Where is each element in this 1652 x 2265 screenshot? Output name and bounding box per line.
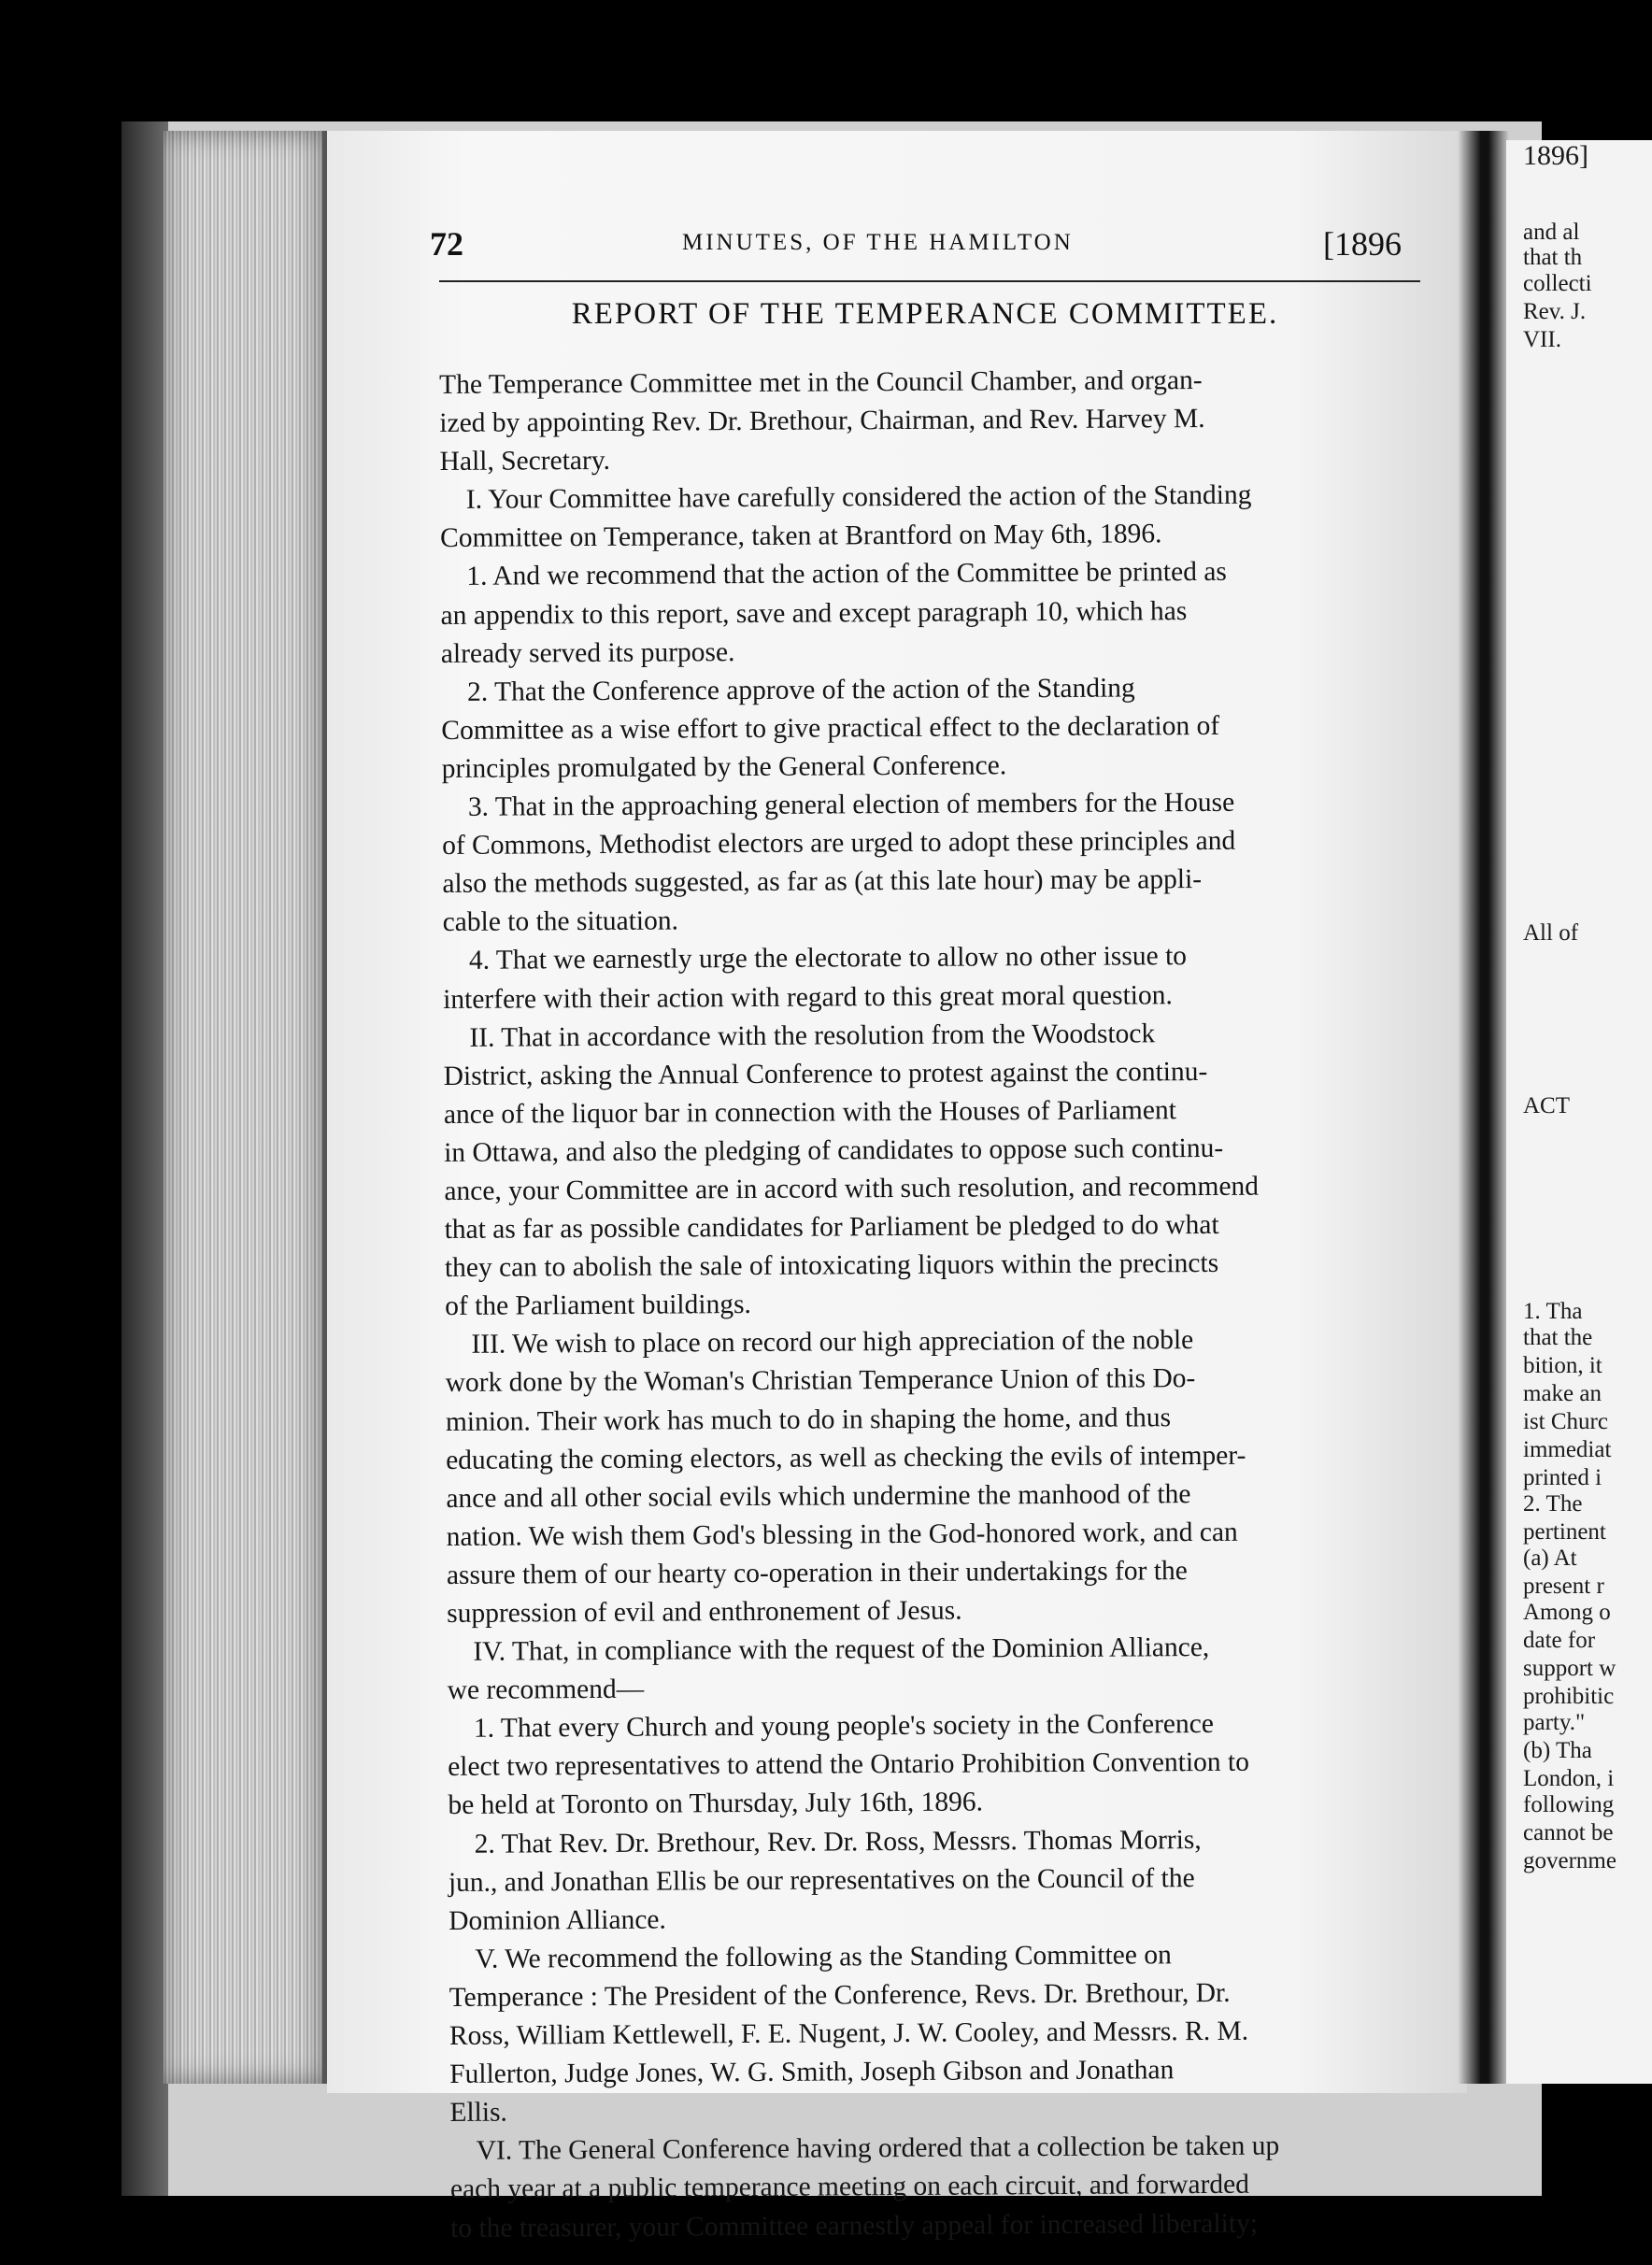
text-line: The Temperance Committee met in the Council Chamber, and organ- [439,365,1203,400]
text-line: to the treasurer, your Committee earnestly appeal for increased liberality; [450,2208,1259,2244]
text-line: 1. That every Church and young people's society in the Conference [473,1709,1215,1745]
text-line: assure them of our hearty co-operation in their undertakings for the [446,1556,1188,1590]
text-line: 3. That in the approaching general election of members for the House [467,787,1235,822]
text-line: III. We wish to place on record our high appreciation of the noble [471,1325,1194,1360]
running-year: [1896 [1323,225,1402,263]
facing-page-line: Rev. J. [1523,299,1587,324]
facing-page-line: All of [1523,920,1579,946]
text-line: jun., and Jonathan Ellis be our representatives on the Council of the [448,1862,1195,1898]
text-line: Committee on Temperance, taken at Brantford on May 6th, 1896. [440,519,1162,554]
text-line: ance, your Committee are in accord with such resolution, and recommend [444,1171,1260,1206]
text-line: Hall, Secretary. [439,446,611,477]
facing-page-line: make an [1523,1381,1602,1406]
running-head [430,224,1420,271]
text-line: I. Your Committee have carefully considered the action of the Standing [465,479,1252,516]
facing-page [1506,140,1652,2084]
text-line: in Ottawa, and also the pledging of candidates to oppose such continu- [444,1132,1224,1168]
facing-page-line: party." [1523,1710,1586,1735]
text-line: VI. The General Conference having ordered that a collection be taken up [476,2130,1280,2167]
facing-page-line: 1896] [1523,140,1588,171]
text-line: also the methods suggested, as far as (at this late hour) may be appli- [442,864,1203,900]
text-line: an appendix to this report, save and except paragraph 10, which has [440,595,1188,631]
text-line: V. We recommend the following as the Standing Committee on [475,1940,1172,1974]
facing-page-line: governme [1523,1848,1616,1873]
text-line: District, asking the Annual Conference to protest against the continu- [443,1056,1208,1091]
text-line: elect two representatives to attend the Ontario Prohibition Convention to [448,1747,1250,1783]
facing-page-line: present r [1523,1574,1604,1599]
facing-page-line: immediat [1523,1437,1612,1462]
facing-page-line: collecti [1523,271,1592,296]
facing-page-line: (b) Tha [1523,1738,1592,1763]
running-title: MINUTES, OF THE HAMILTON [682,230,1074,255]
text-line: be held at Toronto on Thursday, July 16th, 1896. [448,1787,984,1821]
text-line: ance and all other social evils which undermine the manhood of the [446,1478,1191,1514]
text-line: cable to the situation. [442,905,679,938]
facing-page-line: 1. Tha [1523,1299,1583,1324]
text-line: suppression of evil and enthronement of Jesus. [447,1595,962,1629]
facing-page-line: VII. [1523,327,1561,352]
text-line: educating the coming electors, as well as checking the evils of intemper- [446,1440,1246,1475]
facing-page-line: ACT [1523,1093,1570,1118]
facing-page-line: London, i [1523,1766,1615,1791]
text-line: Ellis. [449,2097,507,2129]
page-edges [164,131,328,2084]
facing-page-line: Among o [1523,1600,1611,1625]
text-line: Fullerton, Judge Jones, W. G. Smith, Joseph Gibson and Jonathan [449,2055,1175,2090]
text-line: already served its purpose. [440,636,735,669]
text-line: they can to abolish the sale of intoxicating liquors within the precincts [444,1248,1219,1284]
facing-page-line: (a) At [1523,1546,1577,1571]
text-line: that as far as possible candidates for Parliament be pledged to do what [444,1209,1219,1246]
facing-page-line: bition, it [1523,1353,1602,1378]
text-line: Ross, William Kettlewell, F. E. Nugent, J. W. Cooley, and Messrs. R. M. [449,2016,1249,2051]
facing-page-line: that th [1523,245,1583,270]
facing-page-line: prohibitic [1523,1684,1615,1709]
text-line: 1. And we recommend that the action of the Committee be printed as [466,557,1227,592]
text-line: ized by appointing Rev. Dr. Brethour, Chairman, and Rev. Harvey M. [439,404,1205,439]
report-body [439,360,1460,2247]
text-line: minion. Their work has much to do in shaping the home, and thus [445,1402,1172,1437]
facing-page-line: 2. The [1523,1491,1583,1517]
book-spine-shadow [121,121,168,2196]
text-line: nation. We wish them God's blessing in the God-honored work, and can [446,1517,1238,1552]
page-number: 72 [430,225,463,263]
text-line: Temperance : The President of the Conference, Revs. Dr. Brethour, Dr. [449,1977,1231,2013]
text-line: of Commons, Methodist electors are urged to adopt these principles and [442,825,1236,862]
text-line: we recommend— [447,1674,645,1706]
text-line: of the Parliament buildings. [445,1289,751,1322]
facing-page-line: cannot be [1523,1820,1614,1845]
facing-page-line: printed i [1523,1465,1602,1490]
text-line: work done by the Woman's Christian Temperance Union of this Do- [445,1363,1196,1399]
facing-page-line: date for [1523,1628,1596,1653]
text-line: interfere with their action with regard to this great moral question. [443,979,1173,1015]
report-title: REPORT OF THE TEMPERANCE COMMITTEE. [571,297,1279,331]
book-gutter [1458,131,1509,2084]
facing-page-line: ist Churc [1523,1409,1608,1434]
text-line: each year at a public temperance meeting on each circuit, and forwarded [449,2170,1250,2205]
facing-page-line: following [1523,1792,1615,1817]
text-line: II. That in accordance with the resolution from the Woodstock [469,1018,1156,1053]
text-line: 2. That Rev. Dr. Brethour, Rev. Dr. Ross, Messrs. Thomas Morris, [474,1824,1202,1859]
facing-page-line: support w [1523,1656,1616,1681]
facing-page-line: that the [1523,1325,1593,1350]
header-rule [439,280,1420,282]
text-line: Committee as a wise effort to give practical effect to the declaration of [441,710,1220,746]
text-line: 4. That we earnestly urge the electorate to allow no other issue to [468,941,1188,976]
text-line: Dominion Alliance. [449,1904,666,1936]
text-line: IV. That, in compliance with the request of the Dominion Alliance, [473,1632,1210,1667]
text-line: ance of the liquor bar in connection with the Houses of Parliament [443,1094,1176,1130]
facing-page-line: pertinent [1523,1519,1606,1545]
facing-page-line: and al [1523,220,1580,245]
text-line: principles promulgated by the General Conference. [441,750,1007,784]
text-line: 2. That the Conference approve of the action of the Standing [467,673,1135,707]
